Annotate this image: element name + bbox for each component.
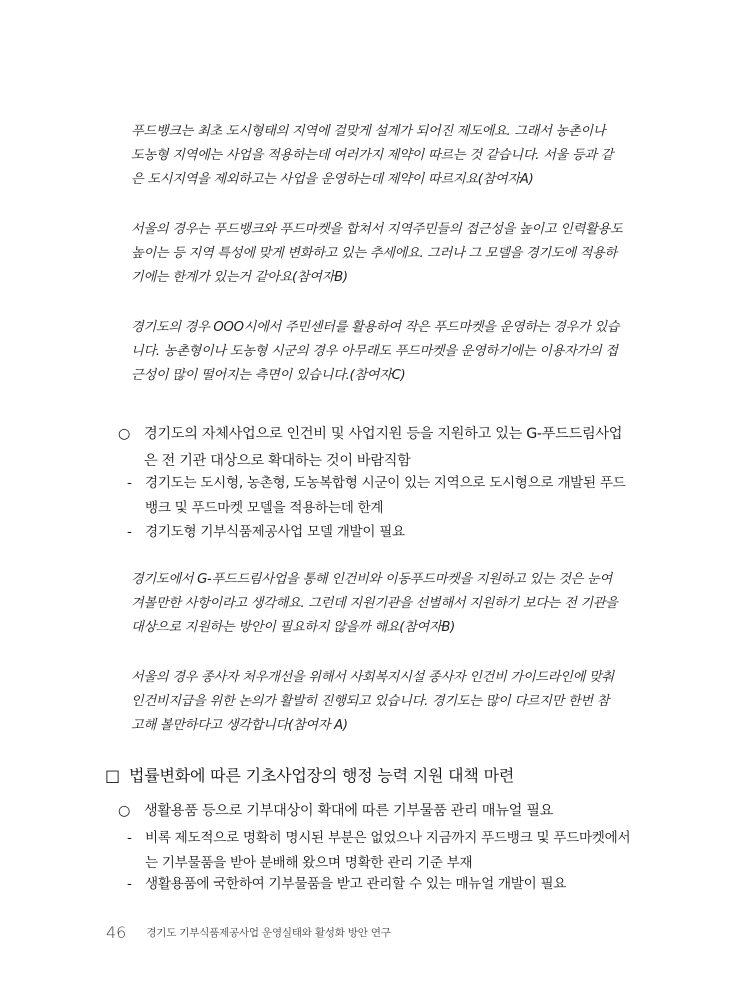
dash-text: 경기도형 기부식품제공사업 모델 개발이 필요	[145, 524, 405, 540]
quote-line: 대상으로 지원하는 방안이 필요하지 않을까 해요(참여자B)	[131, 620, 455, 635]
page-number: 46	[106, 922, 127, 942]
circle-bullet-icon: ○	[118, 426, 131, 442]
interview-quote-3	[131, 316, 646, 388]
bullet-item-donation-manual	[118, 798, 648, 825]
dash-text: 경기도는 도시형, 농촌형, 도농복합형 시군이 있는 지역으로 도시형으로 개발된 푸드	[145, 475, 626, 491]
dash-text-continued: 는 기부물품을 받아 분배해 왔으며 명확한 관리 기준 부재	[145, 855, 473, 871]
quote-line: 푸드뱅크는 최초 도시형태의 지역에 걸맞게 설계가 되어진 제도에요. 그래서 농촌이나	[131, 124, 606, 139]
bullet-text: 생활용품 등으로 기부대상이 확대에 따른 기부물품 관리 매뉴얼 필요	[144, 803, 554, 819]
dash-item-model-development	[127, 520, 647, 545]
page-footer	[106, 920, 391, 944]
quote-line: 기에는 한계가 있는거 같아요(참여자B)	[131, 270, 348, 285]
quote-line: 서울의 경우는 푸드뱅크와 푸드마켓을 합쳐서 지역주민들의 접근성을 높이고 인력활용도	[131, 222, 623, 237]
section-heading	[105, 762, 665, 790]
section-heading-text: 법률변화에 따른 기초사업장의 행정 능력 지원 대책 마련	[129, 766, 515, 785]
bullet-text-continued: 은 전 기관 대상으로 확대하는 것이 바람직함	[144, 453, 411, 469]
quote-line: 니다. 농촌형이나 도농형 시군의 경우 아무래도 푸드마켓을 운영하기에는 이용자가의 접	[131, 344, 618, 359]
square-bullet-icon: □	[105, 766, 120, 785]
quote-line: 경기도의 경우 OOO시에서 주민센터를 활용하여 작은 푸드마켓을 운영하는 경우가 있습	[131, 320, 620, 335]
bullet-item-g-food-dream	[118, 421, 648, 475]
interview-quote-1	[131, 120, 646, 192]
quote-line: 근성이 많이 떨어지는 측면이 있습니다.(참여자C)	[131, 368, 406, 383]
interview-quote-4	[131, 568, 646, 640]
circle-bullet-icon: ○	[118, 803, 131, 819]
quote-line: 은 도시지역을 제외하고는 사업을 운영하는데 제약이 따르지요(참여자A)	[131, 172, 534, 187]
quote-line: 인건비지급을 위한 논의가 활발히 진행되고 있습니다. 경기도는 많이 다르지만 한번 참	[131, 694, 610, 709]
running-title: 경기도 기부식품제공사업 운영실태와 활성화 방안 연구	[146, 926, 391, 939]
dash-text: 생활용품에 국한하여 기부물품을 받고 관리할 수 있는 매뉴얼 개발이 필요	[145, 876, 567, 892]
dash-item-regional-limits	[127, 471, 647, 521]
quote-line: 겨볼만한 사항이라고 생각해요. 그런데 지원기관을 선별해서 지원하기 보다는 전 기관을	[131, 596, 618, 611]
dash-bullet-icon: -	[127, 475, 132, 491]
dash-bullet-icon: -	[127, 876, 132, 892]
interview-quote-2	[131, 218, 646, 290]
dash-text: 비록 제도적으로 명확히 명시된 부분은 없었으나 지금까지 푸드뱅크 및 푸드마켓에서	[145, 830, 631, 846]
dash-text-continued: 뱅크 및 푸드마켓 모델을 적용하는데 한계	[145, 500, 384, 516]
quote-line: 도농형 지역에는 사업을 적용하는데 여러가지 제약이 따르는 것 같습니다. 서울 등과 같	[131, 148, 614, 163]
dash-item-manual-development	[127, 872, 647, 897]
dash-bullet-icon: -	[127, 830, 132, 846]
dash-item-management-standard	[127, 826, 647, 876]
dash-bullet-icon: -	[127, 524, 132, 540]
quote-line: 높이는 등 지역 특성에 맞게 변화하고 있는 추세에요. 그러나 그 모델을 경기도에 적용하	[131, 246, 617, 261]
interview-quote-5	[131, 666, 646, 738]
quote-line: 서울의 경우 종사자 처우개선을 위해서 사회복지시설 종사자 인건비 가이드라인에 맞춰	[131, 670, 614, 685]
bullet-text: 경기도의 자체사업으로 인건비 및 사업지원 등을 지원하고 있는 G-푸드드림사업	[144, 426, 623, 442]
quote-line: 경기도에서 G-푸드드림사업을 통해 인건비와 이동푸드마켓을 지원하고 있는 것은 눈여	[131, 572, 612, 587]
quote-line: 고해 볼만하다고 생각합니다(참여자 A)	[131, 718, 348, 733]
